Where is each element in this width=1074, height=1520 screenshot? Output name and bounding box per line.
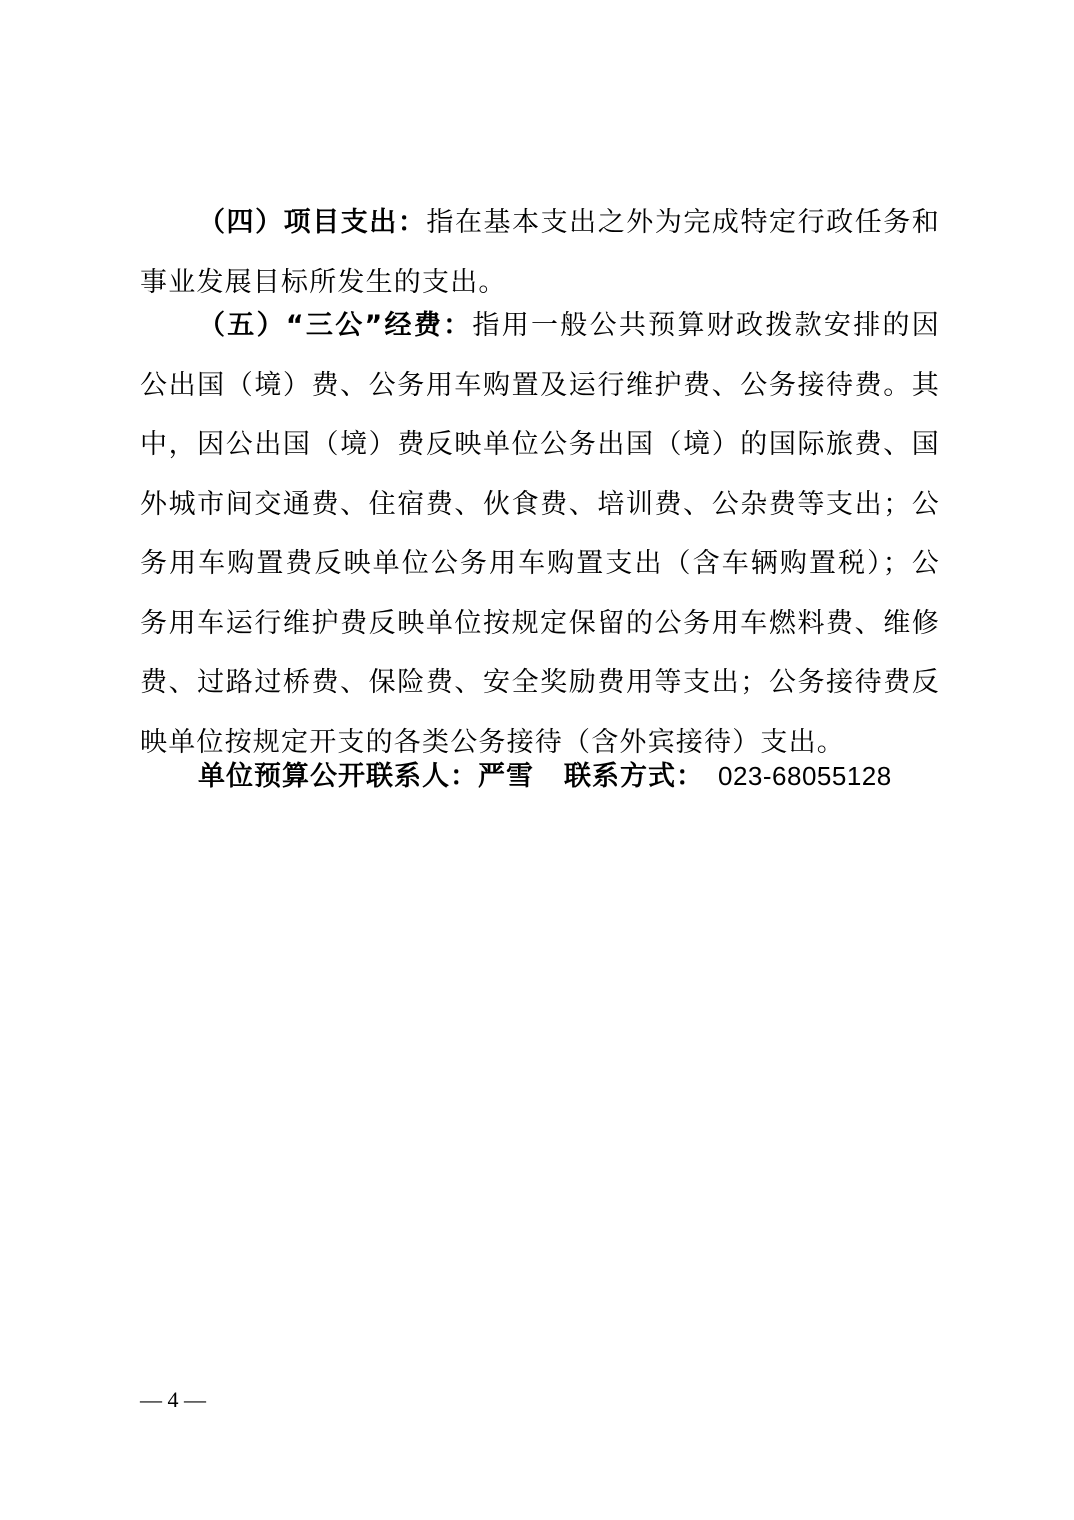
section-four-body: 指在基本支出之外为完成特定行政任务和事业发展目标所发生的支出。 <box>140 207 940 298</box>
contact-line <box>198 756 892 797</box>
contact-method-label: 联系方式： <box>564 761 704 792</box>
section-five-body: 指用一般公共预算财政拨款安排的因公出国（境）费、公务用车购置及运行维护费、公务接待费。其中，因公出国（境）费反映单位公务出国（境）的国际旅费、国外城市间交通费、住宿费、伙食费、培训费、公杂费等支出；公务用车购置费反映单位公务用车购置支出（含车辆购置税）；公务用车运行维护费反映单位按规定保留的公务用车燃料费、维修费、过路过桥费、保险费、安全奖励费用等支出；公务接待费反映单位按规定开支的各类公务接待（含外宾接待）支出。 <box>140 310 940 758</box>
contact-person: 单位预算公开联系人：严雪 <box>198 761 534 792</box>
contact-phone: 023-68055128 <box>718 761 892 791</box>
section-five-paragraph <box>140 296 940 772</box>
section-four-paragraph <box>140 193 940 312</box>
page-number: — 4 — <box>140 1387 206 1412</box>
section-five-heading: （五）“三公”经费： <box>198 310 473 341</box>
section-four-heading: （四）项目支出： <box>198 207 427 238</box>
